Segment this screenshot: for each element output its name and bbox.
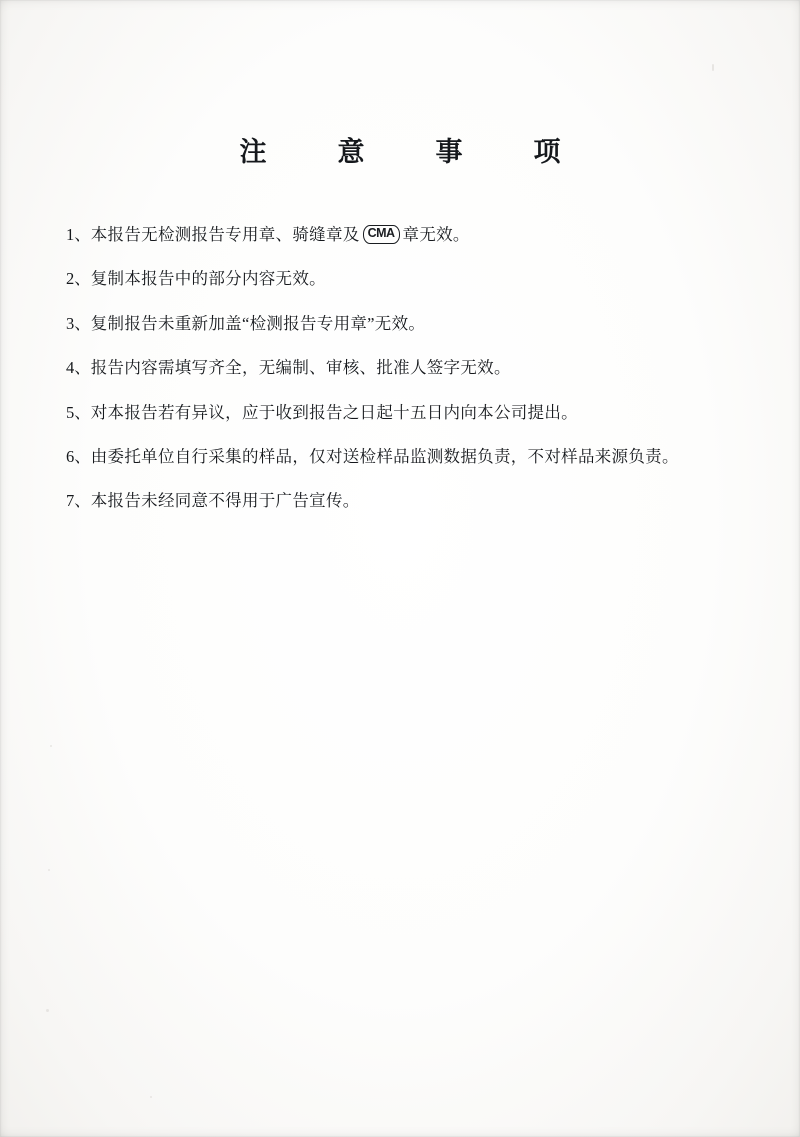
cma-mark-icon: CMA — [363, 225, 400, 244]
list-item-text: 由委托单位自行采集的样品，仅对送检样品监测数据负责，不对样品来源负责。 — [90, 446, 679, 466]
list-item-number: 6、 — [66, 446, 91, 466]
list-item — [66, 444, 738, 470]
notice-list — [66, 222, 738, 533]
list-item-text-tail: 章无效。 — [402, 225, 470, 244]
list-item-number: 1、 — [66, 225, 91, 244]
list-item — [66, 311, 738, 337]
list-item — [66, 400, 738, 426]
list-item-number: 7、 — [66, 491, 91, 511]
scan-speck — [712, 64, 714, 71]
list-item-text: 复制报告未重新加盖“检测报告专用章”无效。 — [90, 313, 426, 333]
list-item-text: 报告内容需填写齐全，无编制、审核、批准人签字无效。 — [90, 358, 511, 378]
list-item — [66, 355, 738, 381]
page-title: 注 意 事 项 — [239, 137, 583, 167]
list-item-number: 2、 — [66, 269, 91, 289]
list-item-number: 5、 — [66, 402, 91, 422]
scan-speck — [48, 869, 50, 871]
list-item-text: 对本报告若有异议，应于收到报告之日起十五日内向本公司提出。 — [90, 402, 578, 422]
scan-speck — [46, 1009, 49, 1012]
list-item — [66, 266, 738, 292]
scan-speck — [50, 745, 52, 747]
list-item-number: 4、 — [66, 358, 91, 378]
list-item-text: 本报告无检测报告专用章、骑缝章及 — [90, 225, 360, 244]
list-item-text: 复制本报告中的部分内容无效。 — [90, 269, 326, 289]
list-item-text: 本报告未经同意不得用于广告宣传。 — [90, 491, 360, 511]
scan-speck — [150, 1096, 152, 1098]
list-item — [66, 222, 738, 248]
list-item-number: 3、 — [66, 313, 91, 333]
list-item — [66, 488, 738, 514]
